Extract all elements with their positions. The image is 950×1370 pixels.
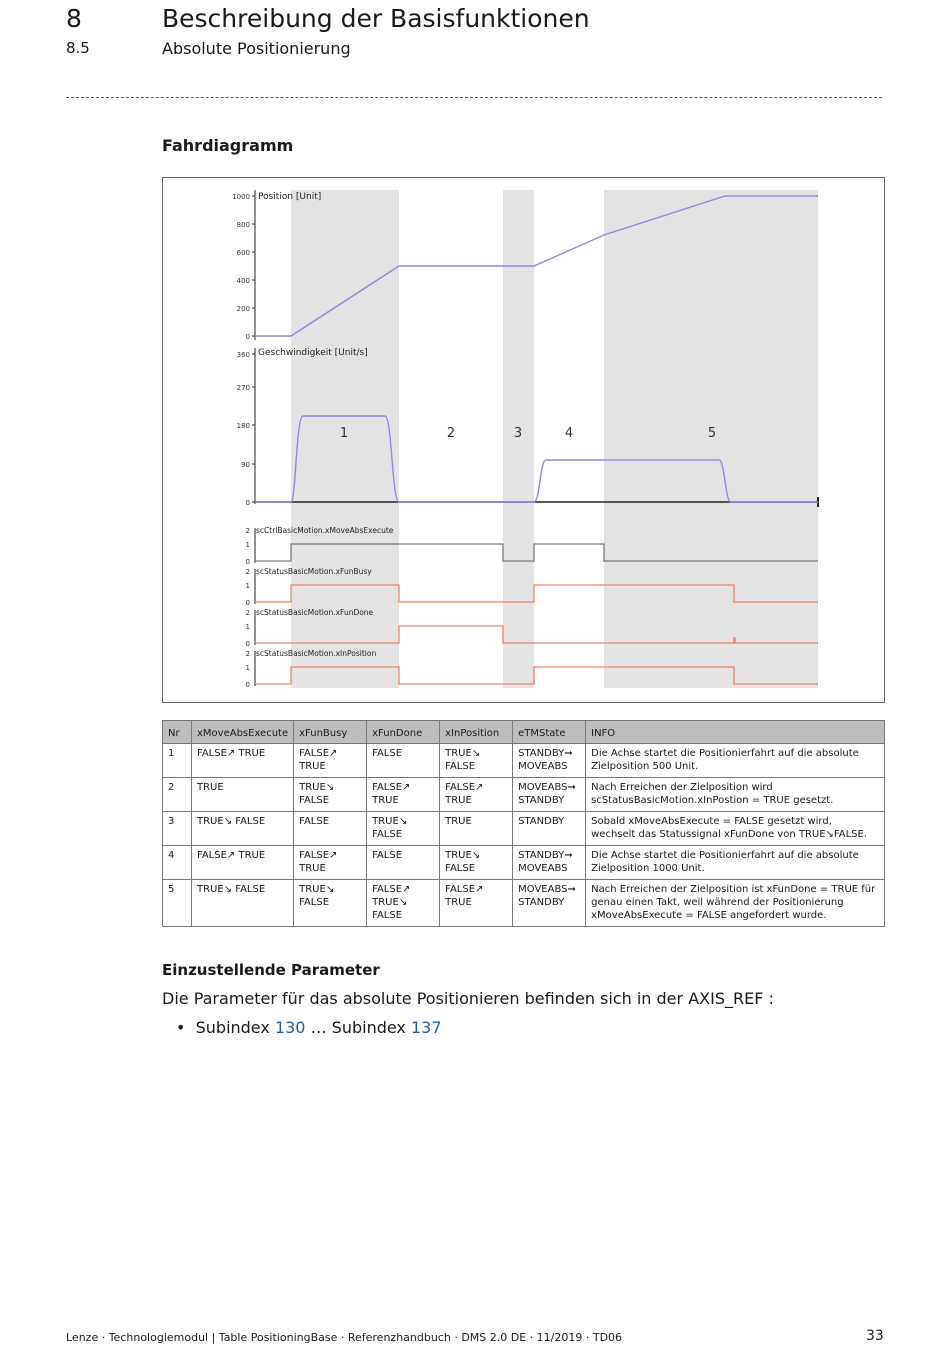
- motion-diagram: [162, 177, 885, 703]
- cell: STANDBY➞ MOVEABS: [513, 744, 586, 778]
- cell: MOVEABS➞ STANDBY: [513, 778, 586, 812]
- position-tick-label: 800: [236, 221, 250, 229]
- signal-label: scCtrlBasicMotion.xMoveAbsExecute: [256, 526, 394, 535]
- velocity-tick-label: 90: [241, 461, 250, 469]
- cell: TRUE↘ FALSE: [294, 778, 367, 812]
- cell: TRUE↘ FALSE: [192, 880, 294, 927]
- page-footer: Lenze · Technologiemodul | Table PositioningBase · Referenzhandbuch · DMS 2.0 DE · 11/2019 · TD06: [66, 1331, 623, 1344]
- signal-label: scStatusBasicMotion.xInPosition: [256, 649, 377, 658]
- cell: TRUE: [192, 778, 294, 812]
- cell: FALSE: [367, 846, 440, 880]
- cell: 1: [163, 744, 192, 778]
- cell: STANDBY➞ MOVEABS: [513, 846, 586, 880]
- signal-tick-label: 2: [245, 650, 250, 658]
- signal-tick-label: 2: [245, 527, 250, 535]
- header-xfunbusy: xFunBusy: [294, 721, 367, 744]
- cell: Sobald xMoveAbsExecute = FALSE gesetzt wird, wechselt das Statussignal xFunDone von TRUE↘FALSE.: [586, 812, 885, 846]
- cell: TRUE↘ FALSE: [192, 812, 294, 846]
- header-xinposition: xInPosition: [440, 721, 513, 744]
- signal-tick-label: 0: [245, 599, 250, 607]
- header-etmstate: eTMState: [513, 721, 586, 744]
- motion-diagram-svg: [163, 178, 884, 702]
- cell: 2: [163, 778, 192, 812]
- header-info: INFO: [586, 721, 885, 744]
- subindex-130-link[interactable]: 130: [274, 1018, 306, 1037]
- cell: MOVEABS➞ STANDBY: [513, 880, 586, 927]
- header-xmoveabsexecute: xMoveAbsExecute: [192, 721, 294, 744]
- position-tick-label: 600: [236, 249, 250, 257]
- parameters-intro: Die Parameter für das absolute Positionieren befinden sich in der AXIS_REF :: [162, 989, 774, 1008]
- position-tick-label: 200: [236, 305, 250, 313]
- table-row: [163, 812, 885, 846]
- position-tick-label: 400: [236, 277, 250, 285]
- cell: Nach Erreichen der Zielposition ist xFunDone = TRUE für genau einen Takt, weil während der Positionierung xMoveAbsExecute = FALSE angefordert wurde.: [586, 880, 885, 927]
- cell: TRUE: [440, 812, 513, 846]
- cell: FALSE↗ TRUE: [440, 880, 513, 927]
- table-header-row: [163, 721, 885, 744]
- header-nr: Nr: [163, 721, 192, 744]
- cell: FALSE↗ TRUE: [294, 744, 367, 778]
- phase-label: 2: [446, 426, 456, 441]
- table-row: [163, 744, 885, 778]
- velocity-tick-label: 270: [236, 384, 250, 392]
- chapter-title: Beschreibung der Basisfunktionen: [162, 4, 590, 33]
- cell: FALSE: [367, 744, 440, 778]
- cell: FALSE↗ TRUE: [192, 846, 294, 880]
- cell: 3: [163, 812, 192, 846]
- header-xfundone: xFunDone: [367, 721, 440, 744]
- signal-tick-label: 2: [245, 609, 250, 617]
- bullet-dot: •: [176, 1018, 196, 1037]
- chapter-number: 8: [66, 4, 82, 33]
- signal-tick-label: 2: [245, 568, 250, 576]
- cell: FALSE↗ TRUE: [440, 778, 513, 812]
- cell: Die Achse startet die Positionierfahrt auf die absolute Zielposition 500 Unit.: [586, 744, 885, 778]
- signal-label: scStatusBasicMotion.xFunBusy: [256, 567, 372, 576]
- position-axis-label: Position [Unit]: [258, 192, 322, 202]
- table-row: [163, 846, 885, 880]
- cell: TRUE↘ FALSE: [440, 744, 513, 778]
- cell: Nach Erreichen der Zielposition wird scStatusBasicMotion.xInPostion = TRUE gesetzt.: [586, 778, 885, 812]
- bullet-prefix: Subindex: [195, 1018, 270, 1037]
- figure-heading: Fahrdiagramm: [162, 136, 294, 155]
- section-number: 8.5: [66, 39, 90, 57]
- phase-label: 5: [707, 426, 717, 441]
- section-title: Absolute Positionierung: [162, 39, 351, 58]
- signal-tick-label: 0: [245, 558, 250, 566]
- bullet-middle: … Subindex: [310, 1018, 406, 1037]
- velocity-axis-label: Geschwindigkeit [Unit/s]: [258, 348, 368, 358]
- cell: FALSE: [294, 812, 367, 846]
- signal-tick-label: 1: [245, 582, 250, 590]
- velocity-tick-label: 180: [236, 422, 250, 430]
- signal-tick-label: 1: [245, 664, 250, 672]
- cell: TRUE↘ FALSE: [367, 812, 440, 846]
- table-row: [163, 778, 885, 812]
- signal-state-table: [162, 720, 885, 927]
- velocity-tick-label: 360: [236, 351, 250, 359]
- cell: 4: [163, 846, 192, 880]
- cell: FALSE↗ TRUE↘ FALSE: [367, 880, 440, 927]
- signal-label: scStatusBasicMotion.xFunDone: [256, 608, 374, 617]
- header-divider: [66, 97, 882, 98]
- cell: TRUE↘ FALSE: [294, 880, 367, 927]
- phase-label: 3: [513, 426, 523, 441]
- phase-label: 1: [339, 426, 349, 441]
- signal-tick-label: 0: [245, 681, 250, 689]
- position-tick-label: 0: [245, 333, 250, 341]
- signal-tick-label: 1: [245, 541, 250, 549]
- cell: TRUE↘ FALSE: [440, 846, 513, 880]
- signal-tick-label: 0: [245, 640, 250, 648]
- signal-tick-label: 1: [245, 623, 250, 631]
- subindex-137-link[interactable]: 137: [410, 1018, 442, 1037]
- cell: STANDBY: [513, 812, 586, 846]
- phase-label: 4: [564, 426, 574, 441]
- table-row: [163, 880, 885, 927]
- subindex-list-item: [176, 1018, 442, 1037]
- cell: 5: [163, 880, 192, 927]
- cell: FALSE↗ TRUE: [192, 744, 294, 778]
- page-number: 33: [866, 1328, 884, 1344]
- cell: Die Achse startet die Positionierfahrt auf die absolute Zielposition 1000 Unit.: [586, 846, 885, 880]
- parameters-heading: Einzustellende Parameter: [162, 961, 380, 979]
- position-tick-label: 1000: [232, 193, 250, 201]
- cell: FALSE↗ TRUE: [294, 846, 367, 880]
- velocity-tick-label: 0: [245, 499, 250, 507]
- cell: FALSE↗ TRUE: [367, 778, 440, 812]
